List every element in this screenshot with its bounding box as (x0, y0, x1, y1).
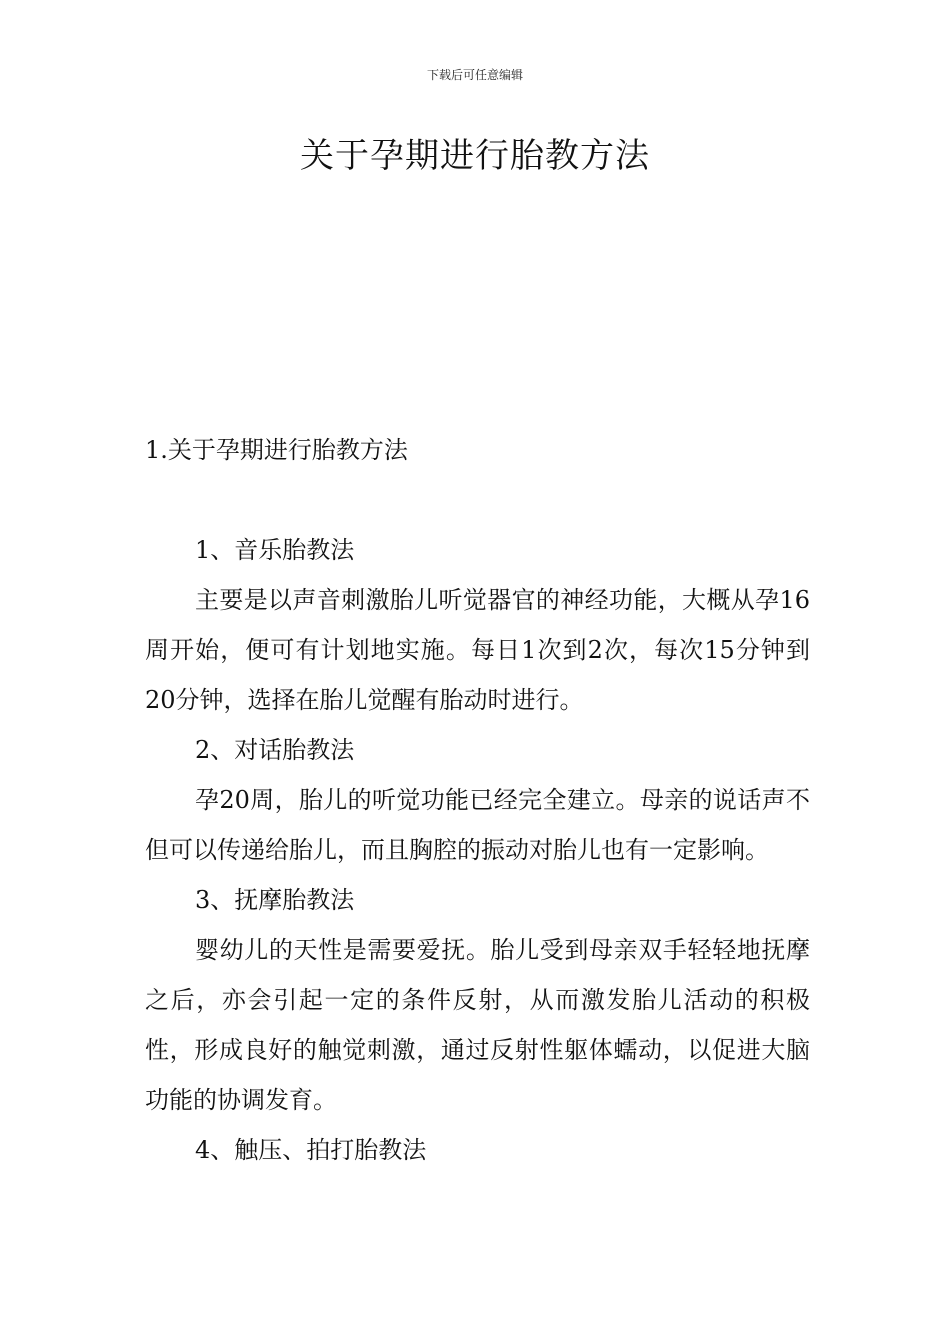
item-heading-massage: 3、抚摩胎教法 (195, 886, 355, 914)
item-heading-music: 1、音乐胎教法 (195, 536, 355, 564)
document-title: 关于孕期进行胎教方法 (300, 136, 650, 176)
item-heading-touch-pat: 4、触压、拍打胎教法 (195, 1136, 427, 1164)
header-note: 下载后可任意编辑 (426, 68, 523, 82)
item-text-massage: 婴幼儿的天性是需要爱抚。胎儿受到母亲双手轻轻地抚摩之后，亦会引起一定的条件反射，从而激发胎儿活动的积极性，形成良好的触觉刺激，通过反射性躯体蠕动，以促进大脑功能的协调发育。 (145, 936, 810, 1114)
item-text-music: 主要是以声音刺激胎儿听觉器官的神经功能，大概从孕16周开始，便可有计划地实施。每日1次到2次，每次15分钟到20分钟，选择在胎儿觉醒有胎动时进行。 (145, 586, 810, 714)
item-text-dialogue: 孕20周，胎儿的听觉功能已经完全建立。母亲的说话声不但可以传递给胎儿，而且胸腔的振动对胎儿也有一定影响。 (145, 786, 810, 864)
section-heading: 1.关于孕期进行胎教方法 (145, 436, 408, 464)
document-body (145, 425, 810, 1175)
item-heading-dialogue: 2、对话胎教法 (195, 736, 355, 764)
